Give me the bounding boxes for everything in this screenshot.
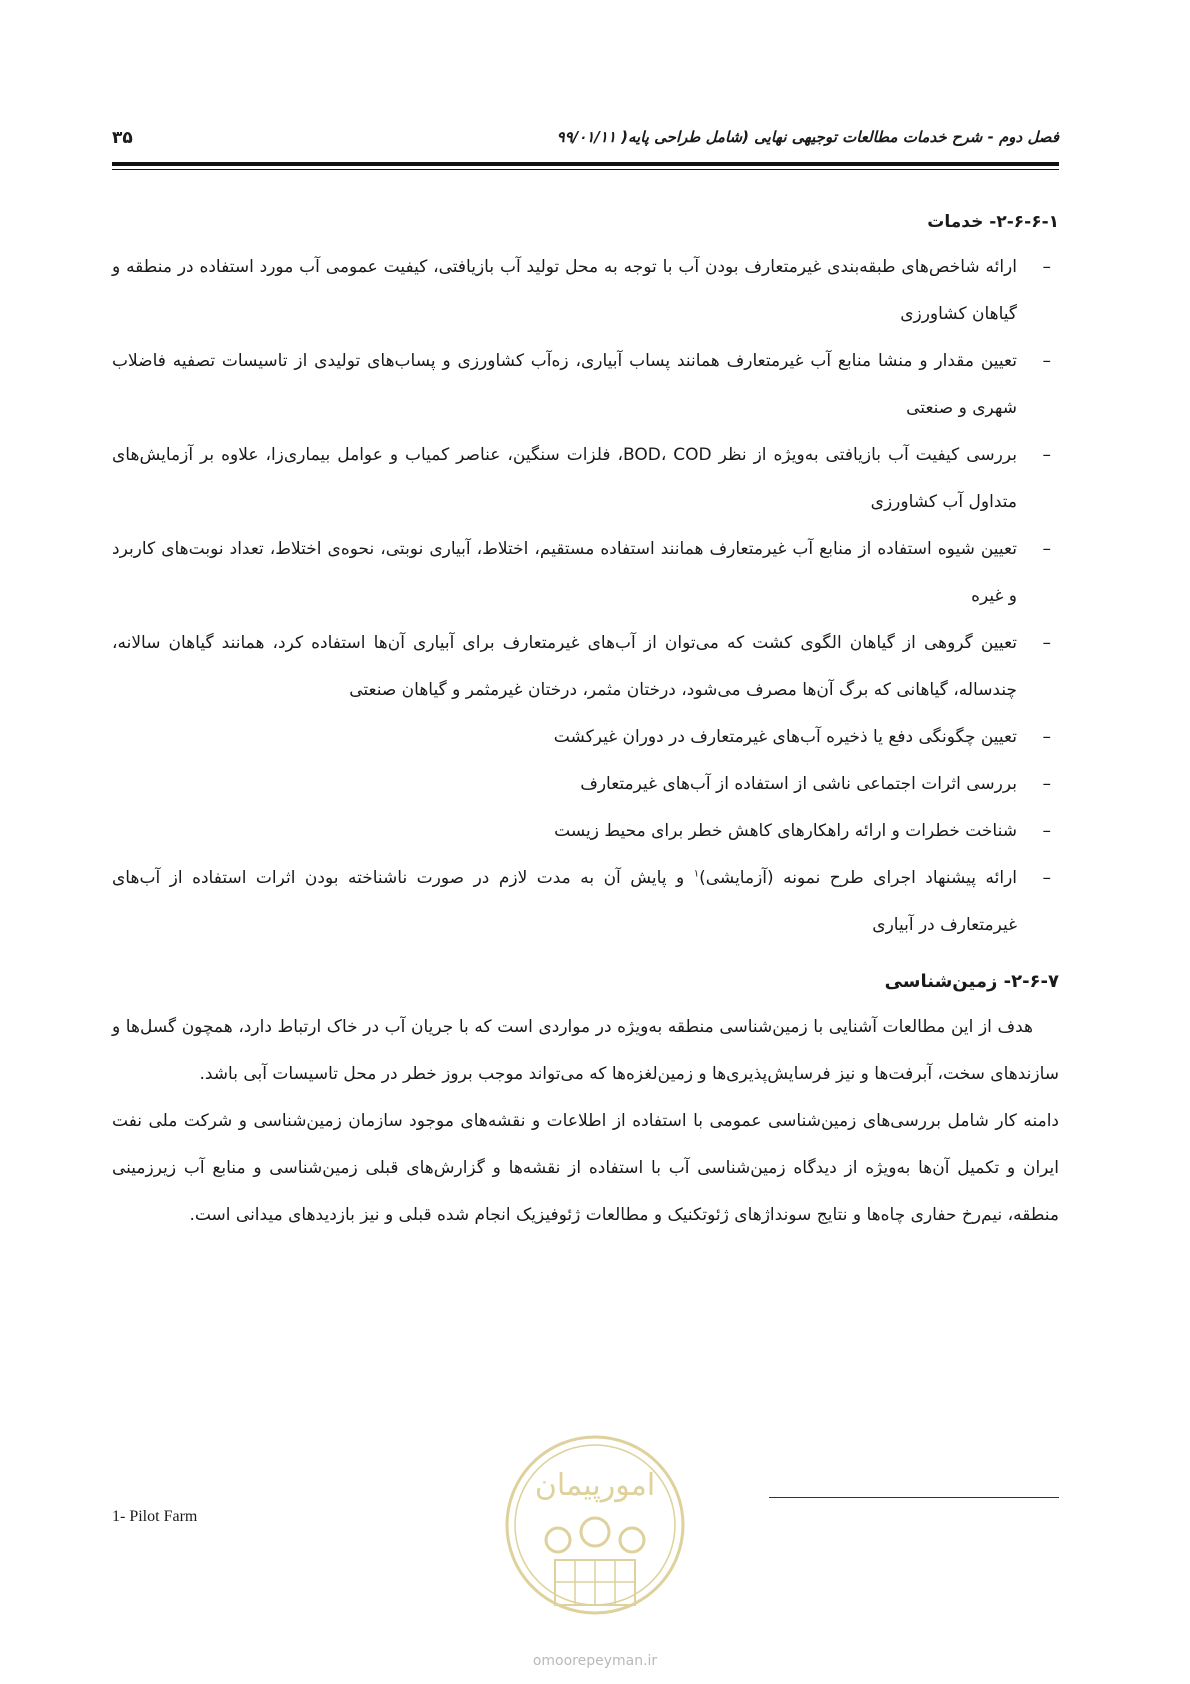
- services-list: [112, 244, 1059, 949]
- list-item-text: شناخت خطرات و ارائه راهکارهای کاهش خطر برای محیط زیست: [554, 821, 1017, 841]
- footnote: 1- Pilot Farm: [112, 1508, 198, 1525]
- paragraph: هدف از این مطالعات آشنایی با زمین‌شناسی منطقه به‌ویژه در مواردی است که با جریان آب در خاک ارتباط دارد، همچون گسل‌ها و سازندهای سخت، آبرفت‌ها و نیز فرسایش‌پذیری‌ها و زمین‌لغزه‌ها که می‌تواند موجب بروز خطر در محل تاسیسات آبی باشد.: [112, 1017, 1059, 1084]
- list-item-text: بررسی کیفیت آب بازیافتی به‌ویژه از نظر BOD، COD، فلزات سنگین، عناصر کمیاب و عوامل بیماری‌زا، علاوه بر آزمایش‌های متداول آب کشاورزی: [112, 445, 1017, 512]
- paragraph: دامنه کار شامل بررسی‌های زمین‌شناسی عمومی با استفاده از اطلاعات و نقشه‌های موجود سازمان زمین‌شناسی و شرکت ملی نفت ایران و تکمیل آن‌ها به‌ویژه از دیدگاه زمین‌شناسی آب با استفاده از نقشه‌ها و گزارش‌های قبلی زمین‌شناسی و منابع آب زیرزمینی منطقه، نیم‌رخ حفاری چاه‌ها و نتایج سونداژهای ژئوتکنیک و مطالعات ژئوفیزیک انجام شده قبلی و نیز بازدیدهای میدانی است.: [112, 1111, 1059, 1225]
- dash-bullet: –: [1042, 633, 1051, 653]
- page-number: ۳۵: [112, 128, 133, 148]
- dash-bullet: –: [1042, 257, 1051, 277]
- list-item: [112, 244, 1059, 338]
- footnote-ref[interactable]: ۱: [693, 868, 700, 880]
- dash-bullet: –: [1042, 351, 1051, 371]
- dash-bullet: –: [1042, 774, 1051, 794]
- section-heading-services: ۲-۶-۶-۱- خدمات: [927, 212, 1059, 232]
- chapter-title: فصل دوم - شرح خدمات مطالعات توجیهی نهایی (شامل طراحی پایه( ۹۹/۰۱/۱۱: [556, 128, 1059, 146]
- watermark-logo: [500, 1420, 690, 1650]
- list-item-text: ارائه شاخص‌های طبقه‌بندی غیرمتعارف بودن آب با توجه به محل تولید آب بازیافتی، کیفیت عمومی آب مورد استفاده در منطقه و گیاهان کشاورزی: [112, 257, 1017, 324]
- dash-bullet: –: [1042, 821, 1051, 841]
- list-item: [112, 855, 1059, 949]
- list-item: [112, 338, 1059, 432]
- watermark-url: omoorepeyman.ir: [532, 1653, 658, 1669]
- list-item: [112, 714, 1059, 761]
- list-item-text: ارائه پیشنهاد اجرای طرح نمونه (آزمایشی): [699, 868, 1017, 888]
- list-item: [112, 432, 1059, 526]
- list-item: [112, 620, 1059, 714]
- list-item-text: و پایش آن به مدت لازم در صورت ناشناخته بودن اثرات استفاده از آب‌های غیرمتعارف در آبیاری: [112, 868, 1017, 935]
- dash-bullet: –: [1042, 868, 1051, 888]
- list-item-text: تعیین شیوه استفاده از منابع آب غیرمتعارف همانند استفاده مستقیم، اختلاط، آبیاری نوبتی، نحوه‌ی اختلاط، تعداد نوبت‌های کاربرد و غیره: [112, 539, 1017, 606]
- list-item: [112, 808, 1059, 855]
- header-rule-thin: [112, 169, 1059, 170]
- dash-bullet: –: [1042, 727, 1051, 747]
- list-item-text: تعیین مقدار و منشا منابع آب غیرمتعارف همانند پساب آبیاری، زه‌آب کشاورزی و پساب‌های تولیدی از تاسیسات تصفیه فاضلاب شهری و صنعتی: [112, 351, 1017, 418]
- list-item: [112, 526, 1059, 620]
- header-rule-thick: [112, 162, 1059, 166]
- list-item-text: تعیین چگونگی دفع یا ذخیره آب‌های غیرمتعارف در دوران غیرکشت: [553, 727, 1017, 747]
- list-item: [112, 761, 1059, 808]
- list-item-text: تعیین گروهی از گیاهان الگوی کشت که می‌توان از آب‌های غیرمتعارف برای آبیاری آن‌ها استفاده کرد، همانند گیاهان سالانه، چندساله، گیاهانی که برگ آن‌ها مصرف می‌شود، درختان مثمر، درختان غیرمثمر و گیاهان صنعتی: [112, 633, 1017, 700]
- dash-bullet: –: [1042, 539, 1051, 559]
- main-content: [112, 212, 1059, 1239]
- dash-bullet: –: [1042, 445, 1051, 465]
- footnote-separator: [769, 1497, 1059, 1498]
- page-header: [112, 128, 1059, 154]
- list-item-text: بررسی اثرات اجتماعی ناشی از استفاده از آب‌های غیرمتعارف: [580, 774, 1017, 794]
- section-heading-geology: ۲-۶-۷- زمین‌شناسی: [884, 971, 1059, 992]
- watermark-logo-text: امورپیمان: [534, 1468, 656, 1503]
